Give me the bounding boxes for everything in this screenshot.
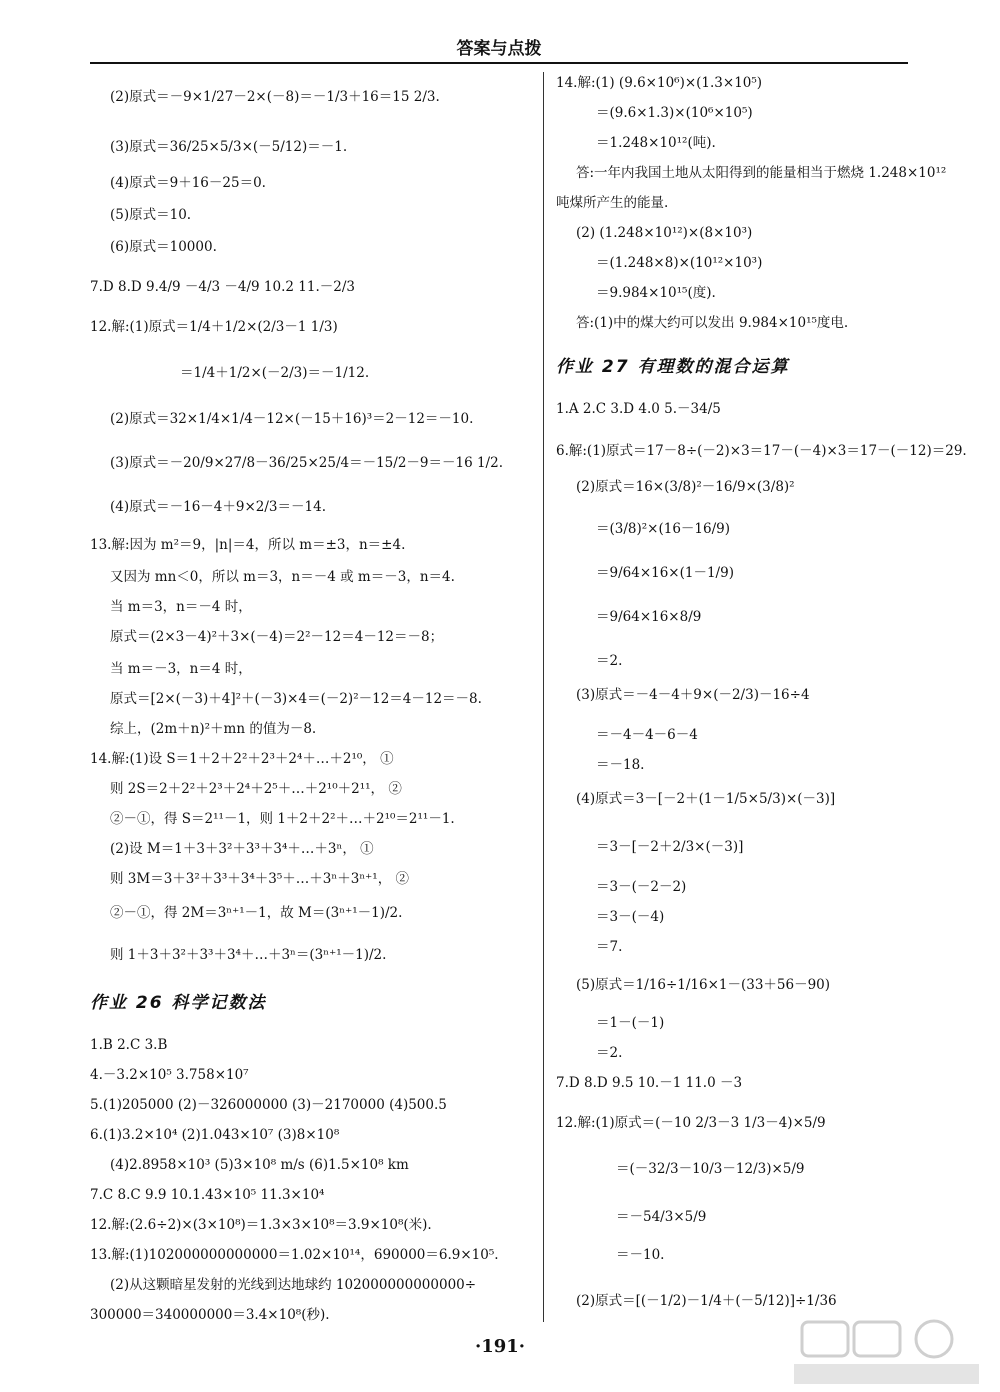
section-heading: 作业 26 科学记数法 — [90, 993, 267, 1013]
header-rule — [90, 62, 908, 64]
answer-line: (3)原式＝36/25×5/3×(－5/12)＝－1. — [110, 139, 348, 155]
answer-line: ＝2. — [596, 653, 623, 669]
answer-line: (3)原式＝－4－4＋9×(－2/3)－16÷4 — [576, 687, 810, 703]
answer-line: 原式＝[2×(－3)＋4]²＋(－3)×4＝(－2)²－12＝4－12＝－8. — [110, 691, 482, 707]
answer-line: 原式＝(2×3－4)²＋3×(－4)＝2²－12＝4－12＝－8； — [110, 629, 444, 645]
answer-line: (2)原式＝[(－1/2)－1/4＋(－5/12)]÷1/36 — [576, 1293, 837, 1309]
answer-line: (6)原式＝10000. — [110, 239, 217, 255]
watermark-logo — [784, 1318, 984, 1388]
answer-line: ＝(9.6×1.3)×(10⁶×10⁵) — [596, 105, 753, 121]
answer-line: 13.解:(1)102000000000000＝1.02×10¹⁴，690000＝6.9×10⁵. — [90, 1247, 499, 1263]
answer-line: ＝3－[－2＋2/3×(－3)] — [596, 839, 744, 855]
answer-line: 1.A 2.C 3.D 4.0 5.－34/5 — [556, 401, 721, 417]
answer-line: 吨煤所产生的能量. — [556, 195, 669, 211]
answer-line: (2)原式＝32×1/4×1/4－12×(－15＋16)³＝2－12＝－10. — [110, 411, 474, 427]
answer-line: ＝9/64×16×8/9 — [596, 609, 702, 625]
answer-line: (3)原式＝－20/9×27/8－36/25×25/4＝－15/2－9＝－16 1/2. — [110, 455, 503, 471]
answer-line: 则 1＋3＋3²＋3³＋3⁴＋…＋3ⁿ＝(3ⁿ⁺¹－1)/2. — [110, 947, 387, 963]
answer-line: ②－①，得 S＝2¹¹－1，则 1＋2＋2²＋…＋2¹⁰＝2¹¹－1. — [110, 811, 455, 827]
answer-line: ＝9/64×16×(1－1/9) — [596, 565, 734, 581]
answer-line: ＝－54/3×5/9 — [616, 1209, 707, 1225]
answer-line: ＝3－(－2－2) — [596, 879, 687, 895]
answer-line: 5.(1)205000 (2)－326000000 (3)－2170000 (4)500.5 — [90, 1097, 447, 1113]
answer-line: ＝(3/8)²×(16－16/9) — [596, 521, 731, 537]
answer-line: ＝(－32/3－10/3－12/3)×5/9 — [616, 1161, 805, 1177]
answer-line: (2)原式＝－9×1/27－2×(－8)＝－1/3＋16＝15 2/3. — [110, 89, 440, 105]
answer-line: ＝－10. — [616, 1247, 665, 1263]
answer-line: 12.解:(1)原式＝(－10 2/3－3 1/3－4)×5/9 — [556, 1115, 826, 1131]
answer-line: 14.解:(1) (9.6×10⁶)×(1.3×10⁵) — [556, 75, 763, 91]
answer-line: 答:一年内我国土地从太阳得到的能量相当于燃烧 1.248×10¹² — [576, 165, 947, 181]
answer-line: 13.解:因为 m²＝9，|n|＝4，所以 m＝±3，n＝±4. — [90, 537, 406, 553]
answer-line: ＝－4－4－6－4 — [596, 727, 698, 743]
answer-line: 6.解:(1)原式＝17－8÷(－2)×3＝17－(－4)×3＝17－(－12)＝29. — [556, 443, 967, 459]
answer-line: (4)原式＝9＋16－25＝0. — [110, 175, 266, 191]
answer-line: 答:(1)中的煤大约可以发出 9.984×10¹⁵度电. — [576, 315, 849, 331]
answer-line: 14.解:(1)设 S＝1＋2＋2²＋2³＋2⁴＋…＋2¹⁰， ① — [90, 751, 394, 767]
answer-line: 又因为 mn＜0，所以 m＝3，n＝－4 或 m＝－3，n＝4. — [110, 569, 455, 585]
answer-line: (2)原式＝16×(3/8)²－16/9×(3/8)² — [576, 479, 795, 495]
answer-line: 7.D 8.D 9.4/9 －4/3 －4/9 10.2 11.－2/3 — [90, 279, 355, 295]
answer-line: ②－①，得 2M＝3ⁿ⁺¹－1，故 M＝(3ⁿ⁺¹－1)/2. — [110, 905, 403, 921]
answer-line: (2)设 M＝1＋3＋3²＋3³＋3⁴＋…＋3ⁿ， ① — [110, 841, 374, 857]
answer-line: ＝9.984×10¹⁵(度). — [596, 285, 716, 301]
answer-line: 则 3M＝3＋3²＋3³＋3⁴＋3⁵＋…＋3ⁿ＋3ⁿ⁺¹， ② — [110, 871, 409, 887]
section-heading: 作业 27 有理数的混合运算 — [556, 357, 790, 377]
answer-line: ＝2. — [596, 1045, 623, 1061]
answer-line: (2) (1.248×10¹²)×(8×10³) — [576, 225, 753, 241]
column-divider — [543, 72, 544, 1322]
header-title: 答案与点拨 — [456, 39, 542, 59]
answer-line: ＝1.248×10¹²(吨). — [596, 135, 716, 151]
answer-line: 则 2S＝2＋2²＋2³＋2⁴＋2⁵＋…＋2¹⁰＋2¹¹， ② — [110, 781, 402, 797]
answer-line: 4.－3.2×10⁵ 3.758×10⁷ — [90, 1067, 249, 1083]
answer-line: (5)原式＝1/16÷1/16×1－(33＋56－90) — [576, 977, 831, 993]
page-number: ·191· — [474, 1336, 526, 1357]
answer-line: (2)从这颗暗星发射的光线到达地球约 102000000000000÷ — [110, 1277, 477, 1293]
answer-line: 综上，(2m＋n)²＋mn 的值为－8. — [110, 721, 317, 737]
answer-line: ＝7. — [596, 939, 623, 955]
answer-line: (4)原式＝－16－4＋9×2/3＝－14. — [110, 499, 326, 515]
answer-line: (5)原式＝10. — [110, 207, 192, 223]
answer-line: 12.解:(2.6÷2)×(3×10⁸)＝1.3×3×10⁸＝3.9×10⁸(米). — [90, 1217, 432, 1233]
answer-line: 300000＝340000000＝3.4×10⁸(秒). — [90, 1307, 330, 1323]
answer-line: ＝1/4＋1/2×(－2/3)＝－1/12. — [180, 365, 370, 381]
answer-line: ＝(1.248×8)×(10¹²×10³) — [596, 255, 763, 271]
answer-line: (4)原式＝3－[－2＋(1－1/5×5/3)×(－3)] — [576, 791, 836, 807]
answer-line: 7.C 8.C 9.9 10.1.43×10⁵ 11.3×10⁴ — [90, 1187, 325, 1203]
answer-line: 当 m＝3，n＝－4 时， — [110, 599, 252, 615]
answer-line: 7.D 8.D 9.5 10.－1 11.0 －3 — [556, 1075, 743, 1091]
answer-line: ＝－18. — [596, 757, 645, 773]
answer-line: (4)2.8958×10³ (5)3×10⁸ m/s (6)1.5×10⁸ km — [110, 1157, 409, 1173]
answer-line: 12.解:(1)原式＝1/4＋1/2×(2/3－1 1/3) — [90, 319, 338, 335]
answer-line: 1.B 2.C 3.B — [90, 1037, 168, 1053]
answer-line: 当 m＝－3，n＝4 时， — [110, 661, 252, 677]
page-header — [90, 30, 908, 64]
answer-line: ＝1－(－1) — [596, 1015, 665, 1031]
answer-line: 6.(1)3.2×10⁴ (2)1.043×10⁷ (3)8×10⁸ — [90, 1127, 340, 1143]
answer-line: ＝3－(－4) — [596, 909, 665, 925]
